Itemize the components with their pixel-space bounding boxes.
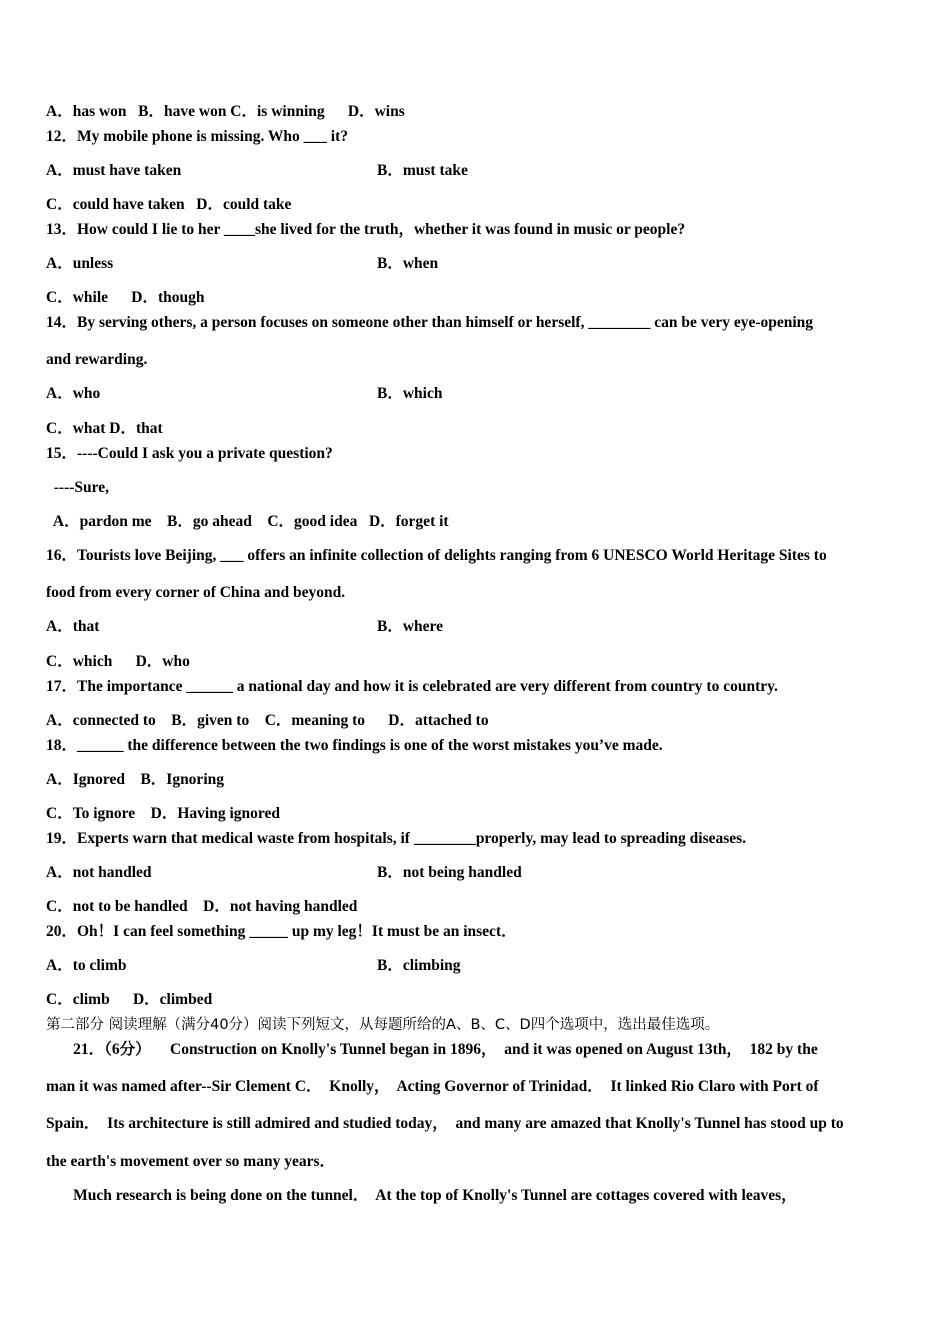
q16-option-a: A．that <box>46 618 100 635</box>
q13-options-row1 <box>46 255 439 273</box>
q19-options-row1 <box>46 864 522 882</box>
q19-option-a: A．not handled <box>46 864 152 881</box>
q17-options: A．connected to B．given to C．meaning to D．attached to <box>46 712 489 729</box>
q16-stem-line1: 16．Tourists love Beijing, ___ offers an infinite collection of delights ranging from 6 UNESCO World Heritage Sites to <box>46 547 827 564</box>
q14-options-row1 <box>46 385 443 403</box>
passage-line1: 21．（6分） Construction on Knolly's Tunnel began in 1896， and it was opened on August 13th， 182 by the <box>46 1041 818 1058</box>
q14-option-b: B．which <box>377 385 443 402</box>
q12-options-row1 <box>46 162 468 180</box>
q17-stem: 17．The importance ______ a national day and how it is celebrated are very different from country to country. <box>46 678 778 695</box>
q13-options-row2: C．while D．though <box>46 289 205 306</box>
q13-option-a: A．unless <box>46 255 114 272</box>
q12-stem: 12．My mobile phone is missing. Who ___ it? <box>46 128 349 145</box>
q13-option-b: B．when <box>377 255 439 272</box>
q11-options: A．has won B．have won C．is winning D．wins <box>46 103 405 120</box>
q14-stem-line1: 14．By serving others, a person focuses on someone other than himself or herself, ________ can be very eye-opening <box>46 314 814 331</box>
q15-options: A．pardon me B．go ahead C．good idea D．forget it <box>46 513 449 530</box>
passage-line4: the earth's movement over so many years． <box>46 1153 335 1170</box>
q20-stem: 20．Oh！I can feel something _____ up my leg！It must be an insect． <box>46 923 517 940</box>
q14-option-a: A．who <box>46 385 101 402</box>
q16-stem-line2: food from every corner of China and beyond. <box>46 584 346 601</box>
q12-option-b: B．must take <box>377 162 468 179</box>
q16-options-row2: C．which D．who <box>46 653 190 670</box>
q20-option-b: B．climbing <box>377 957 461 974</box>
q14-stem-line2: and rewarding. <box>46 351 148 368</box>
q16-options-row1 <box>46 618 444 636</box>
passage-line2: man it was named after--Sir Clement C． Knolly， Acting Governor of Trinidad． It linked Rio Claro with Port of <box>46 1078 819 1095</box>
q18-options-row1: A．Ignored B．Ignoring <box>46 771 224 788</box>
q12-options-row2: C．could have taken D．could take <box>46 196 292 213</box>
q12-option-a: A．must have taken <box>46 162 182 179</box>
q19-option-b: B．not being handled <box>377 864 522 881</box>
q19-stem: 19．Experts warn that medical waste from hospitals, if ________properly, may lead to spreading diseases. <box>46 830 747 847</box>
q16-option-b: B．where <box>377 618 444 635</box>
passage-line5: Much research is being done on the tunnel． At the top of Knolly's Tunnel are cottages covered with leaves， <box>46 1187 797 1204</box>
q13-stem: 13．How could I lie to her ____she lived for the truth，whether it was found in music or people? <box>46 221 686 238</box>
q20-options-row2: C．climb D．climbed <box>46 991 213 1008</box>
section-heading: 第二部分 阅读理解（满分40分）阅读下列短文，从每题所给的A、B、C、D四个选项中，选出最佳选项。 <box>46 1017 720 1033</box>
q18-stem: 18．______ the difference between the two findings is one of the worst mistakes you’ve made. <box>46 737 663 754</box>
q15-stem: 15．----Could I ask you a private question? <box>46 445 333 462</box>
q20-options-row1 <box>46 957 461 975</box>
q14-options-row2: C．what D．that <box>46 420 163 437</box>
q15-response: ----Sure, <box>46 479 109 496</box>
q19-options-row2: C．not to be handled D．not having handled <box>46 898 358 915</box>
q20-option-a: A．to climb <box>46 957 127 974</box>
q18-options-row2: C．To ignore D．Having ignored <box>46 805 280 822</box>
passage-line3: Spain． Its architecture is still admired and studied today， and many are amazed that Knolly's Tunnel has stood up to <box>46 1115 844 1132</box>
